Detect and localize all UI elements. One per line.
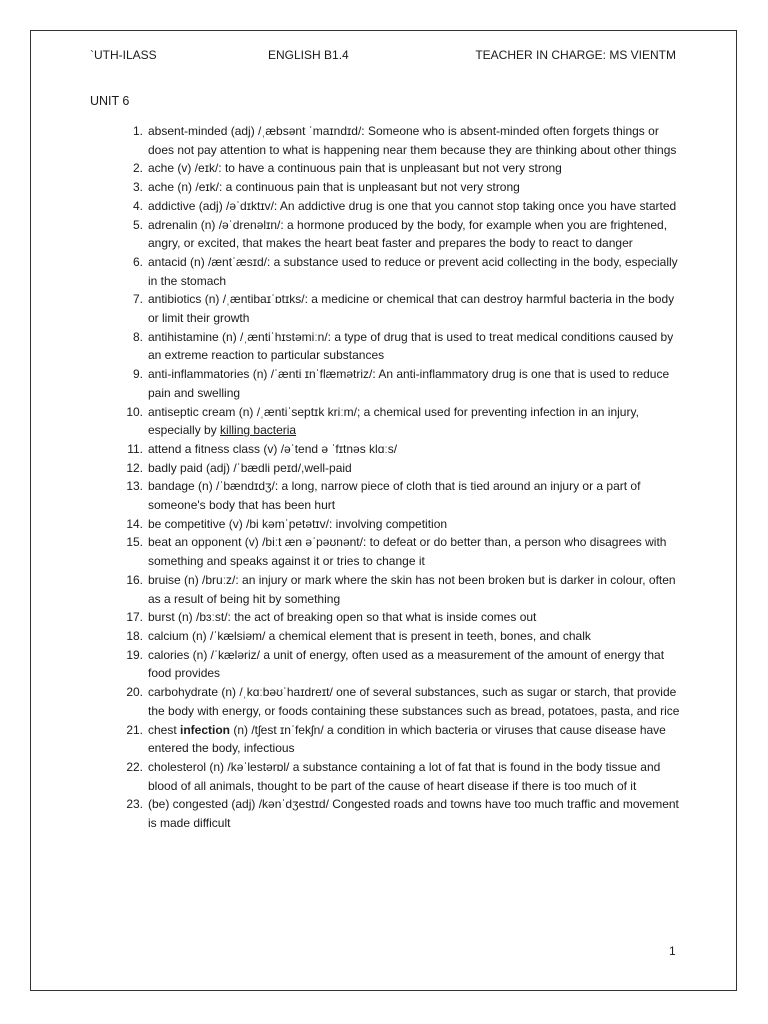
- vocab-item: [90, 216, 680, 253]
- item-number: 1.: [132, 124, 143, 138]
- item-definition: [148, 255, 678, 288]
- item-text: antacid (n) /æntˈæsɪd/: a substance used to reduce or prevent acid collecting in the body, especially in the stomach: [148, 254, 678, 288]
- item-definition: [148, 723, 666, 756]
- item-text: carbohydrate (n) /ˌkɑːbəʊˈhaɪdreɪt/ one of several substances, such as sugar or starch, that provide the body with energy, or foods containing these substances such as bread, potatoes, pasta, and rice: [148, 685, 680, 718]
- vocab-item: [90, 795, 680, 832]
- vocab-item: [90, 646, 680, 683]
- item-number: 23.: [126, 797, 143, 812]
- item-definition: [148, 199, 676, 213]
- vocabulary-list: [90, 122, 680, 833]
- item-text: addictive (adj) /əˈdɪktɪv/: An addictive drug is one that you cannot stop taking once you have started: [148, 198, 677, 213]
- item-definition: [148, 797, 679, 830]
- item-definition: [148, 367, 669, 400]
- item-text: (n) /tʃest ɪnˈfekʃn/ a condition in which bacteria or viruses that cause disease have entered the body, infectious: [148, 722, 666, 756]
- item-number: 7.: [132, 292, 143, 307]
- page-number: 1: [669, 944, 676, 958]
- item-underlined-text: killing bacteria: [220, 423, 297, 438]
- item-definition: [148, 405, 639, 438]
- vocab-item: [90, 440, 680, 459]
- header-institution: `UTH-ILASS: [90, 48, 157, 62]
- item-definition: [148, 330, 673, 363]
- item-text: burst (n) /bɜːst/: the act of breaking open so that what is inside comes out: [148, 610, 537, 625]
- item-text: calories (n) /ˈkæləriz/ a unit of energy, often used as a measurement of the amount of energy that food provides: [148, 647, 665, 681]
- vocab-item: [90, 403, 680, 440]
- item-bold-term: infection: [180, 722, 231, 737]
- item-definition: [148, 218, 667, 251]
- item-text: anti-inflammatories (n) /ˈænti ɪnˈflæmətriz/: An anti-inflammatory drug is one that is used to reduce pain and swelling: [148, 367, 670, 400]
- item-number: 6.: [132, 254, 143, 269]
- item-definition: [148, 180, 520, 194]
- vocab-item: [90, 253, 680, 290]
- item-text: attend a fitness class (v) /əˈtend ə ˈfɪtnəs klɑːs/: [148, 441, 398, 456]
- item-number: 13.: [126, 479, 143, 494]
- item-number: 17.: [126, 610, 143, 625]
- item-number: 9.: [132, 367, 143, 382]
- page-header: [90, 48, 676, 66]
- item-definition: [148, 442, 397, 456]
- item-number: 4.: [132, 198, 143, 213]
- item-number: 10.: [126, 404, 143, 419]
- item-definition: [148, 685, 679, 718]
- vocab-item: [90, 515, 680, 534]
- vocab-item: [90, 477, 680, 514]
- item-text-prefix: chest: [148, 722, 181, 737]
- vocab-item: [90, 683, 680, 720]
- item-definition: [148, 161, 562, 175]
- vocab-item: [90, 159, 680, 178]
- vocab-item: [90, 571, 680, 608]
- vocab-item: [90, 178, 680, 197]
- item-text: antibiotics (n) /ˌæntibaɪˈɒtɪks/: a medicine or chemical that can destroy harmful bacteria in the body or limit their growth: [148, 292, 675, 326]
- vocab-item: [90, 365, 680, 402]
- item-number: 22.: [126, 759, 143, 774]
- item-text: antiseptic cream (n) /ˌæntiˈseptɪk kriːm/; a chemical used for preventing infection in an injury, especially by: [148, 404, 639, 438]
- item-definition: [148, 517, 447, 531]
- item-definition: [148, 535, 666, 568]
- item-definition: [148, 648, 664, 681]
- item-text: (be) congested (adj) /kənˈdʒestɪd/ Congested roads and towns have too much traffic and movement is made difficult: [148, 797, 679, 831]
- item-number: 8.: [132, 329, 143, 344]
- item-number: 21.: [126, 722, 143, 737]
- item-definition: [148, 629, 591, 643]
- unit-title: UNIT 6: [90, 94, 130, 108]
- item-number: 16.: [126, 572, 143, 587]
- item-definition: [148, 461, 352, 475]
- item-number: 12.: [126, 460, 143, 475]
- item-number: 11.: [127, 441, 143, 456]
- item-number: 3.: [132, 180, 143, 195]
- vocab-item: [90, 459, 680, 478]
- item-text: antihistamine (n) /ˌæntiˈhɪstəmiːn/: a type of drug that is used to treat medical conditions caused by an extreme reaction to particular substances: [148, 329, 674, 363]
- item-number: 14.: [126, 516, 143, 531]
- item-text: cholesterol (n) /kəˈlestərɒl/ a substance containing a lot of fat that is found in the body tissue and blood of all animals, thought to be part of the cause of heart disease if there is too much of it: [148, 759, 661, 793]
- vocab-item: [90, 533, 680, 570]
- item-number: 5.: [132, 217, 143, 232]
- vocab-item: [90, 122, 680, 159]
- vocab-item: [90, 328, 680, 365]
- header-course: ENGLISH B1.4: [268, 48, 349, 62]
- header-teacher: TEACHER IN CHARGE: MS VIENTM: [475, 48, 676, 62]
- vocab-item: [90, 608, 680, 627]
- vocab-item: [90, 290, 680, 327]
- item-definition: [148, 124, 676, 157]
- item-text: bruise (n) /bruːz/: an injury or mark where the skin has not been broken but is darker in colour, often as a result of being hit by something: [148, 572, 676, 606]
- item-definition: [148, 573, 676, 606]
- item-definition: [148, 760, 660, 793]
- vocab-item: [90, 758, 680, 795]
- item-definition: [148, 610, 536, 624]
- item-text: beat an opponent (v) /biːt æn əˈpəʊnənt/: to defeat or do better than, a person who disagrees with something and speaks against it or tries to change it: [148, 535, 667, 569]
- item-number: 15.: [126, 535, 143, 550]
- item-text: adrenalin (n) /əˈdrenəlɪn/: a hormone produced by the body, for example when you are frightened, angry, or excited, that makes the heart beat faster and prepares the body to react to danger: [148, 217, 668, 251]
- item-number: 20.: [126, 685, 143, 700]
- item-definition: [148, 479, 640, 512]
- item-text: bandage (n) /ˈbændɪdʒ/: a long, narrow piece of cloth that is tied around an injury or a part of someone's body that has been hurt: [148, 479, 641, 513]
- item-text: ache (n) /eɪk/: a continuous pain that is unpleasant but not very strong: [148, 180, 520, 195]
- item-text: badly paid (adj) /ˈbædli peɪd/,well-paid: [148, 460, 352, 475]
- item-text: absent-minded (adj) /ˌæbsənt ˈmaɪndɪd/: Someone who is absent-minded often forgets things or does not pay attention to what is happening near them because they are thinking about other things: [148, 124, 677, 157]
- item-definition: [148, 292, 674, 325]
- item-number: 18.: [126, 628, 143, 643]
- vocab-item: [90, 627, 680, 646]
- item-text: calcium (n) /ˈkælsiəm/ a chemical element that is present in teeth, bones, and chalk: [148, 628, 591, 643]
- vocab-item: [90, 721, 680, 758]
- vocab-item: [90, 197, 680, 216]
- item-number: 2.: [132, 161, 143, 176]
- item-text: be competitive (v) /bi kəmˈpetətɪv/: involving competition: [148, 516, 448, 531]
- item-text: ache (v) /eɪk/: to have a continuous pain that is unpleasant but not very strong: [148, 161, 562, 176]
- item-number: 19.: [126, 647, 143, 662]
